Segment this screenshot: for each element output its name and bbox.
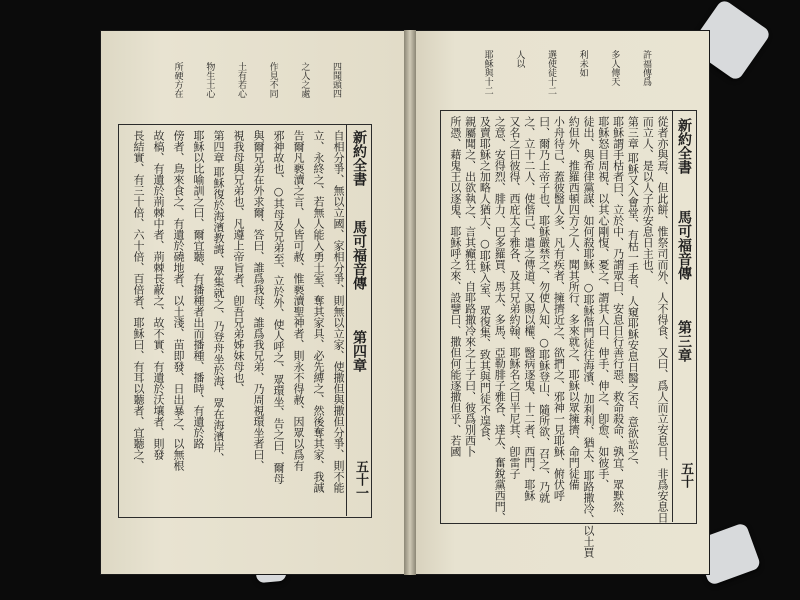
text-column: 徒出、與希律黨謀、如何殺耶穌、○耶穌偕門徒往海濱、加利利、猶太、耶路撒冷、以土買 bbox=[582, 116, 595, 558]
gloss-note: 之人之處 bbox=[299, 62, 310, 98]
left-gloss-notes bbox=[150, 62, 340, 117]
right-chapter-label: 第三章 bbox=[676, 320, 692, 362]
text-column: 曰、爾乃上帝子也、耶穌嚴禁之、勿使人知、○耶穌登山、隨所欲、召之、乃就 bbox=[537, 116, 551, 503]
gloss-note: 許福傳爲 bbox=[641, 50, 651, 86]
text-column: 第四章 耶穌復於海濱教誨、眾集就之、乃登舟坐於海、眾在海濱岸、 bbox=[212, 130, 225, 464]
text-column: 邪神故也、○其母及兄弟至、立於外、使人呼之、眾環坐、告之曰、爾母 bbox=[272, 130, 285, 484]
text-column: 耶穌怒目周視、以其心剛愎、憂之、謂其人曰、伸手、伸之、卽愈、如彼手、 bbox=[596, 116, 610, 490]
right-running-title: 新約全書 bbox=[676, 118, 692, 174]
text-column: 小舟待己、蓋彼醫人多、凡有疾者、擁擠近之、欲捫之、邪神一見耶穌、俯伏呼 bbox=[552, 116, 566, 501]
text-column: 傍者、鳥來食之、有遺於磽地者、以土淺、苗即發、日出暴之、以無根 bbox=[172, 130, 185, 471]
right-page-number: 五十 bbox=[678, 462, 693, 488]
gloss-note: 選使徒十二 bbox=[546, 50, 556, 95]
gloss-note: 四聞頭四 bbox=[331, 62, 341, 98]
text-column: 及賣耶穌之加略人猶大、○耶穌入室、眾復集、致其與門徒不遑食、 bbox=[478, 116, 492, 448]
gloss-note: 作見不同 bbox=[267, 62, 278, 98]
text-column: 又名之曰彼得、西庇太子雅各、及其兄弟約翰、耶穌名之曰半尼其、卽雷子 bbox=[508, 116, 521, 479]
text-column: 而立人、是以人子亦安息日主也、 bbox=[641, 116, 655, 281]
left-page-number: 五十一 bbox=[353, 460, 368, 499]
text-column: 立、永終之、若無人能入勇士室、奪其家具、必先縛之、然後奪其家、我誠 bbox=[312, 130, 325, 493]
text-column: 自相分爭、無以立國、家相分爭、則無以立家、使撒但與撒但分爭、則不能 bbox=[332, 130, 345, 493]
text-column: 之、立十二人、使偕己、遣之傳道、又賜以權、醫病逐鬼、十二者、西門、耶穌 bbox=[522, 116, 536, 501]
gloss-note: 土有若心 bbox=[236, 62, 246, 98]
gloss-note: 耶穌與十二 bbox=[482, 50, 493, 95]
right-body-text bbox=[446, 116, 669, 558]
text-column: 耶穌以比喻訓之曰、爾宜聽、有播種者出而播種、播時、有遺於路 bbox=[192, 130, 205, 449]
left-body-text bbox=[124, 130, 344, 510]
text-column: 所憑、藉鬼王以逐鬼、耶穌呼之來、設譬曰、撒但何能逐撒但乎、若國 bbox=[448, 116, 462, 457]
text-column: 親屬聞之、出欲執之、言其癲狂、自耶路撒冷來之士子曰、彼爲別西卜 bbox=[463, 116, 477, 457]
text-column: 告爾凡褻瀆之言、人皆可赦、惟褻瀆聖神者、則永不得赦、因眾以爲有 bbox=[292, 130, 305, 471]
right-book-title: 馬可福音傳 bbox=[676, 210, 692, 280]
text-column: 長結實、有三十倍、六十倍、百倍者、耶穌曰、有耳以聽者、宜聽之、 bbox=[132, 130, 145, 471]
text-column: 之意、安得烈、腓力、巴多羅買、馬太、多馬、亞勒腓子雅各、達太、奮銳黨西門、 bbox=[493, 116, 507, 523]
left-book-title: 馬可福音傳 bbox=[351, 220, 367, 290]
text-column: 第三章 耶穌又入會堂、有枯一手者、人窺耶穌安息日醫之否、意欲訟之、 bbox=[626, 116, 640, 472]
left-chapter-label: 第四章 bbox=[351, 330, 367, 372]
gloss-note: 所硬方在 bbox=[172, 62, 183, 98]
book-gutter bbox=[404, 30, 416, 575]
right-gloss-notes bbox=[460, 50, 650, 105]
text-column: 與爾兄弟在外求爾、答曰、誰爲我母、誰爲我兄弟、乃周視環坐者曰、 bbox=[252, 130, 265, 471]
text-column: 約但外、推羅西頓四方之人、聞其所行、多來就之、耶穌以眾擁擠、命門徒備 bbox=[567, 116, 581, 490]
gloss-note: 人以 bbox=[514, 50, 525, 68]
gloss-note: 利未如 bbox=[577, 50, 588, 77]
text-column: 從者亦與焉、但此餅、惟祭司而外、人不得食、又曰、爲人而立安息日、非爲安息日 bbox=[656, 116, 669, 523]
text-column: 耶穌謂手枯者曰、立於中、乃謂眾曰、安息日行善行惡、救命殺命、孰宜、眾默然、 bbox=[611, 116, 625, 523]
gloss-note: 物生土心 bbox=[204, 62, 215, 98]
text-column: 故槁、有遺於荊棘中者、荊棘長蔽之、故不實、有遺於沃壤者、則發 bbox=[152, 130, 165, 460]
text-column: 視我母與兄弟也、凡遵上帝旨者、卽吾兄弟姊妹母也、 bbox=[232, 130, 245, 394]
gloss-note: 多人傳天 bbox=[609, 50, 620, 86]
left-running-title: 新約全書 bbox=[351, 130, 367, 186]
